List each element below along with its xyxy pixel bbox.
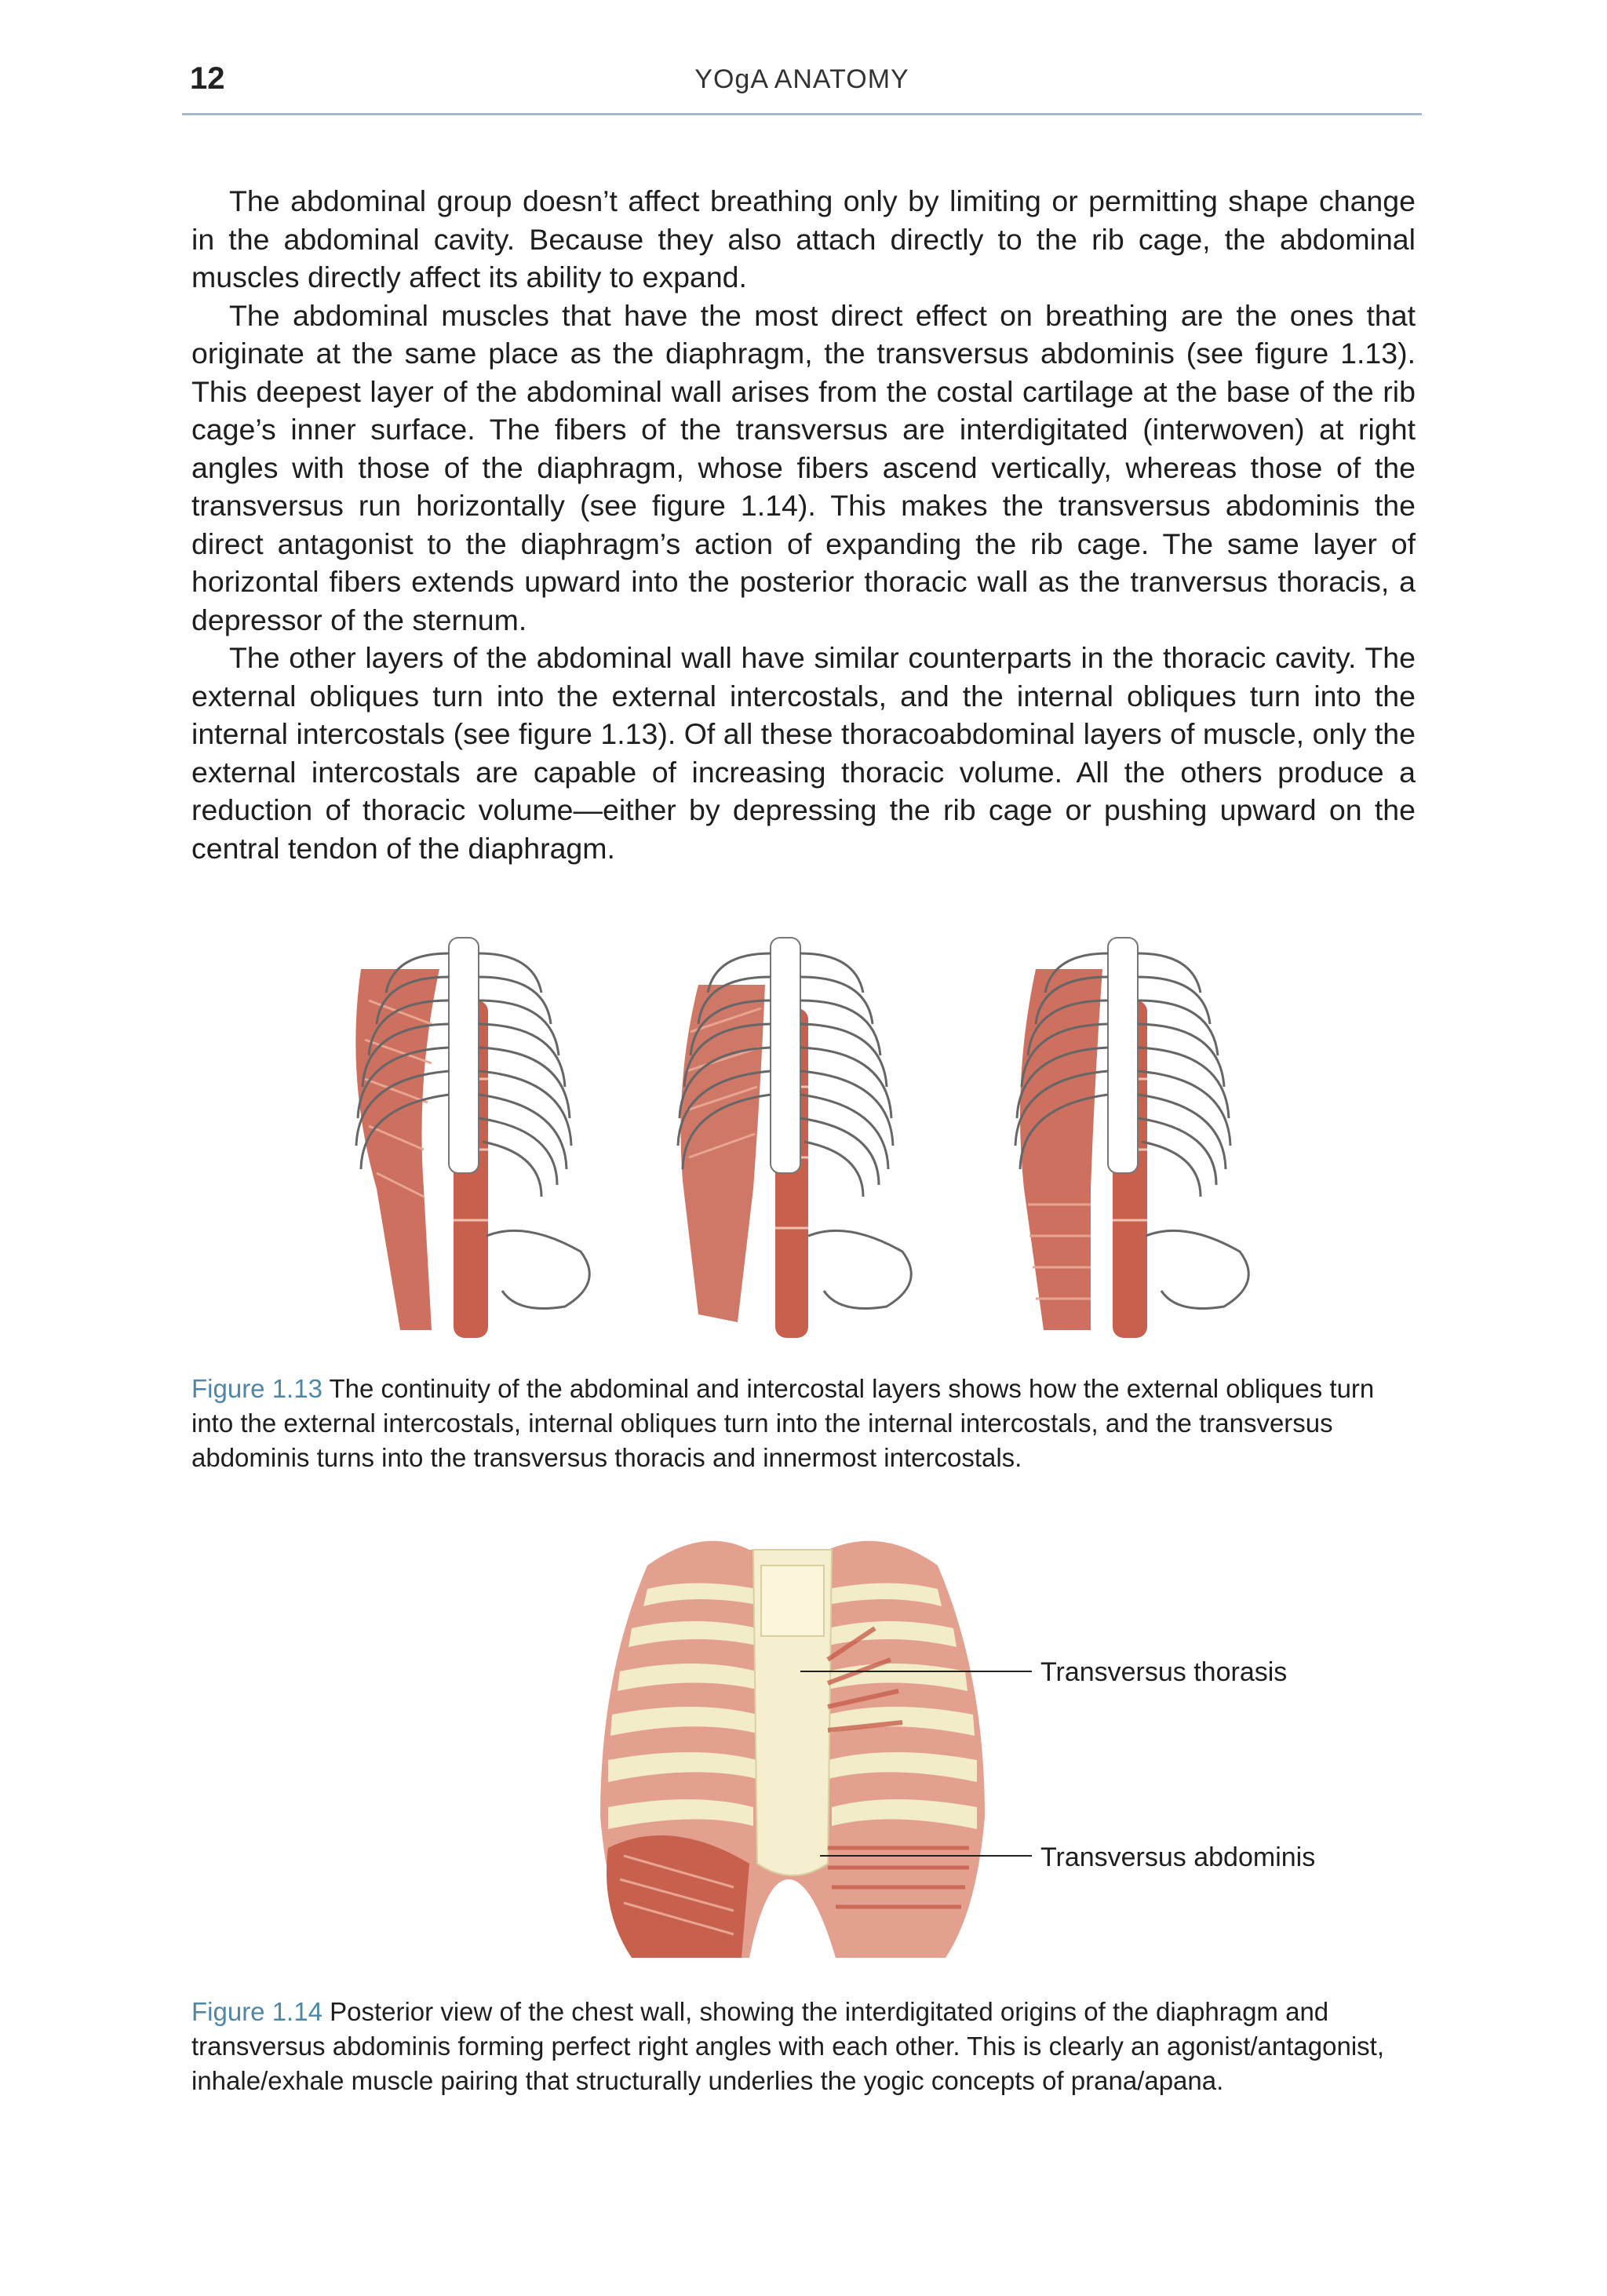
figure-1-13-illustration	[330, 914, 1303, 1354]
figure-1-14-caption-text: Posterior view of the chest wall, showing the interdigitated origins of the diaphragm and transversus abdominis forming perfect right angles with each other. This is clearly an agonist/antagonist, inhale/exhale muscle pairing that structurally underlies the yogic concepts of prana/apana.	[191, 1997, 1385, 2095]
ribcage-transversus-layer	[1015, 938, 1248, 1338]
paragraph-3: The other layers of the abdominal wall have similar counterparts in the thoracic cavity. The external obliques turn into the external intercostals, and the internal obliques turn into the internal intercostals (see figure 1.13). Of all these thoracoabdominal layers of muscle, only the external intercostals are capable of increasing thoracic volume. All the others produce a reduction of thoracic volume—either by depressing the rib cage or pushing upward on the central tendon of the diaphragm.	[191, 641, 1416, 865]
ribcage-internal-layer	[678, 938, 911, 1338]
page-number: 12	[190, 61, 225, 96]
figure-1-14-caption	[191, 1995, 1416, 2098]
paragraph-2: The abdominal muscles that have the most direct effect on breathing are the ones that originate at the same place as the diaphragm, the transversus abdominis (see figure 1.13). This deepest layer of the abdominal wall arises from the costal cartilage at the base of the rib cage’s inner surface. The fibers of the transversus are interdigitated (interwoven) at right angles with those of the diaphragm, whose fibers ascend vertically, whereas those of the transversus run horizontally (see figure 1.14). This makes the transversus abdominis the direct antagonist to the diaphragm’s action of expanding the rib cage. The same layer of horizontal fibers extends upward into the posterior thoracic wall as the tranversus thoracis, a depressor of the sternum.	[191, 298, 1416, 636]
ribcage-external-layer	[355, 938, 589, 1338]
figure-1-14-illustration	[577, 1518, 1048, 1973]
paragraph-1: The abdominal group doesn’t affect breathing only by limiting or permitting shape change in the abdominal cavity. Because they also attach directly to the rib cage, the abdominal muscles directly affect its ability to expand.	[191, 184, 1416, 293]
figure-1-14-label: Figure 1.14	[191, 1997, 322, 2026]
body-text	[191, 182, 1416, 867]
page-header	[182, 61, 1422, 115]
callout-transversus-thorasis: Transversus thorasis	[1040, 1657, 1288, 1687]
figure-1-13-caption-text: The continuity of the abdominal and intercostal layers shows how the external obliques turn into the external intercostals, internal obliques turn into the internal intercostals, and the transversus abdominis turns into the transversus thoracis and innermost intercostals.	[191, 1374, 1375, 1472]
figure-1-13-label: Figure 1.13	[191, 1374, 322, 1403]
figure-1-13-caption	[191, 1372, 1416, 1475]
running-head: YOgA ANATOMY	[694, 64, 909, 94]
callout-transversus-abdominis: Transversus abdominis	[1040, 1842, 1316, 1872]
